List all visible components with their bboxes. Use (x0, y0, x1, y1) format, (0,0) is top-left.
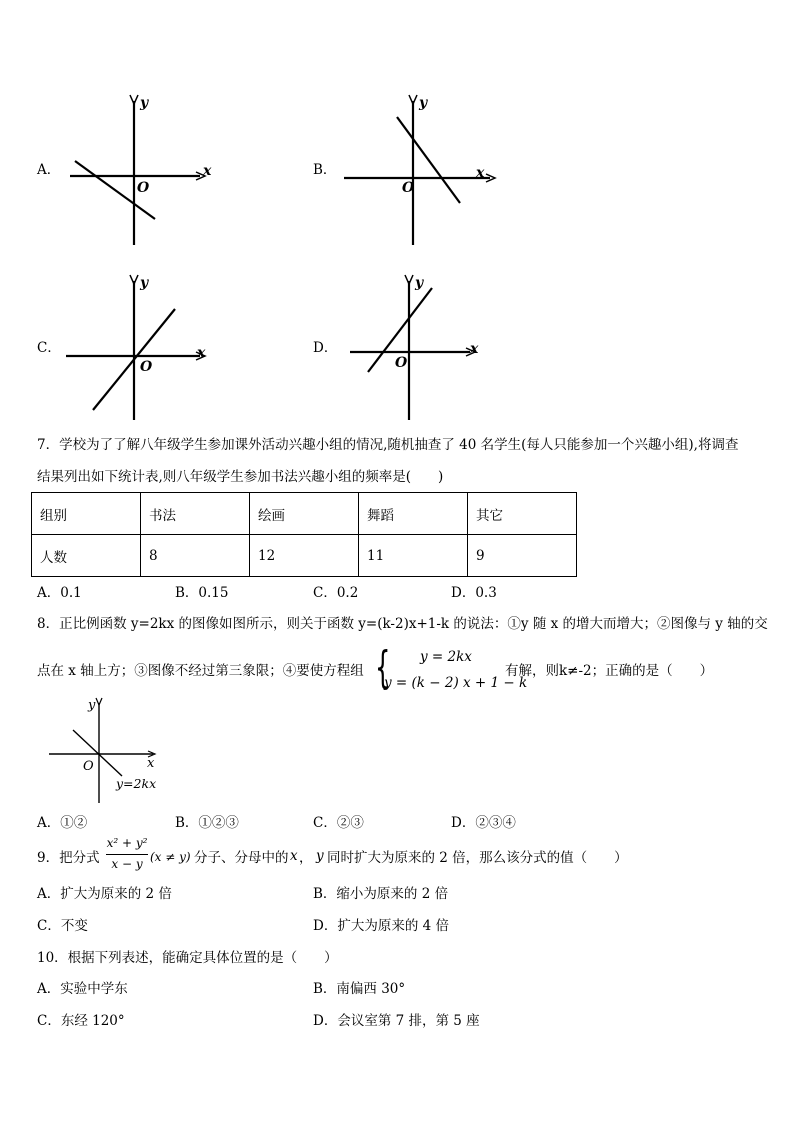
q10-option-d[interactable]: D．会议室第 7 排，第 5 座 (313, 1013, 480, 1029)
table-cell: 绘画 (250, 493, 359, 535)
q10-option-a[interactable]: A．实验中学东 (37, 981, 128, 997)
q9-var-y: y (316, 848, 324, 864)
table-cell: 其它 (468, 493, 577, 535)
table-cell: 组别 (32, 493, 141, 535)
q7-option-d[interactable]: D．0.3 (451, 585, 497, 601)
q8-stem-line2b: 有解，则k≠-2；正确的是（ ） (505, 663, 714, 679)
q8-system-eq2: y = (k − 2) x + 1 − k (384, 675, 528, 691)
q8-option-c[interactable]: C．②③ (313, 815, 364, 831)
q7-option-b[interactable]: B．0.15 (175, 585, 229, 601)
q8-graph-line-label: y=2kx (116, 776, 157, 791)
q9-stem-b: 分子、分母中的 (194, 850, 289, 866)
graph-b-y-label: y (419, 95, 428, 111)
graph-c-x-label: x (197, 345, 206, 361)
q9-var-x: x (290, 848, 298, 864)
graph-a-y-label: y (140, 95, 149, 111)
graph-d-y-label: y (415, 275, 424, 291)
option-b-label: B． (313, 162, 337, 178)
graph-a-origin: O (137, 180, 150, 196)
q8-graph-line (73, 730, 122, 776)
q8-graph-origin: O (83, 759, 94, 774)
graph-d-x-label: x (470, 341, 479, 357)
q8-system-eq1: y = 2kx (420, 649, 472, 665)
graph-b-x-label: x (476, 165, 485, 181)
q8-option-a[interactable]: A．①② (37, 815, 88, 831)
table-cell: 书法 (141, 493, 250, 535)
q8-graph-y-label: y (88, 698, 96, 713)
q8-stem-line1: 8．正比例函数 y=2kx 的图像如图所示，则关于函数 y=(k-2)x+1-k 的说法：①y 随 x 的增大而增大；②图像与 y 轴的交 (37, 616, 768, 632)
option-c-label: C． (37, 340, 61, 356)
q8-option-b[interactable]: B．①②③ (175, 815, 239, 831)
graph-a-x-label: x (203, 163, 212, 179)
system-brace: { (375, 642, 391, 693)
q9-stem-a: 9．把分式 (37, 850, 100, 866)
q9-option-a[interactable]: A．扩大为原来的 2 倍 (37, 886, 172, 902)
graph-b-origin: O (402, 180, 415, 196)
graph-c (60, 275, 220, 425)
q7-stem-line2: 结果列出如下统计表,则八年级学生参加书法兴趣小组的频率是( ) (37, 469, 444, 485)
q9-comma: ， (299, 850, 313, 866)
q9-condition: (x ≠ y) (150, 850, 191, 864)
q7-option-a[interactable]: A．0.1 (37, 585, 82, 601)
table-row (32, 493, 577, 535)
option-d-label: D． (313, 340, 338, 356)
q8-graph (45, 697, 175, 807)
graph-c-origin: O (140, 359, 153, 375)
q8-option-d[interactable]: D．②③④ (451, 815, 516, 831)
q9-fraction-bar (106, 854, 148, 855)
table-cell: 9 (468, 535, 577, 577)
graph-d (345, 275, 505, 425)
q8-graph-x-label: x (147, 756, 155, 771)
table-cell: 人数 (32, 535, 141, 577)
table-cell: 舞蹈 (359, 493, 468, 535)
q7-option-c[interactable]: C．0.2 (313, 585, 359, 601)
graph-b (340, 95, 510, 250)
graph-a (60, 95, 220, 250)
q9-option-c[interactable]: C．不变 (37, 918, 88, 934)
q9-fraction-denominator: x − y (111, 857, 143, 871)
table-cell: 8 (141, 535, 250, 577)
q7-statistics-table (31, 492, 577, 577)
q9-stem-c: 同时扩大为原来的 2 倍，那么该分式的值（ ） (327, 850, 628, 866)
q7-stem-line1: 7．学校为了了解八年级学生参加课外活动兴趣小组的情况,随机抽查了 40 名学生(每人只能参加一个兴趣小组),将调查 (37, 437, 739, 453)
table-cell: 12 (250, 535, 359, 577)
graph-d-origin: O (395, 355, 408, 371)
q10-option-b[interactable]: B．南偏西 30° (313, 981, 406, 997)
q9-option-d[interactable]: D．扩大为原来的 4 倍 (313, 918, 449, 934)
table-cell: 11 (359, 535, 468, 577)
q10-stem: 10．根据下列表述，能确定具体位置的是（ ） (37, 950, 338, 966)
q9-option-b[interactable]: B．缩小为原来的 2 倍 (313, 886, 449, 902)
table-row (32, 535, 577, 577)
graph-c-y-label: y (140, 275, 149, 291)
q9-fraction-numerator: x² + y² (106, 836, 148, 850)
q8-stem-line2a: 点在 x 轴上方；③图像不经过第三象限；④要使方程组 (37, 663, 364, 679)
q10-option-c[interactable]: C．东经 120° (37, 1013, 125, 1029)
option-a-label: A． (37, 162, 61, 178)
